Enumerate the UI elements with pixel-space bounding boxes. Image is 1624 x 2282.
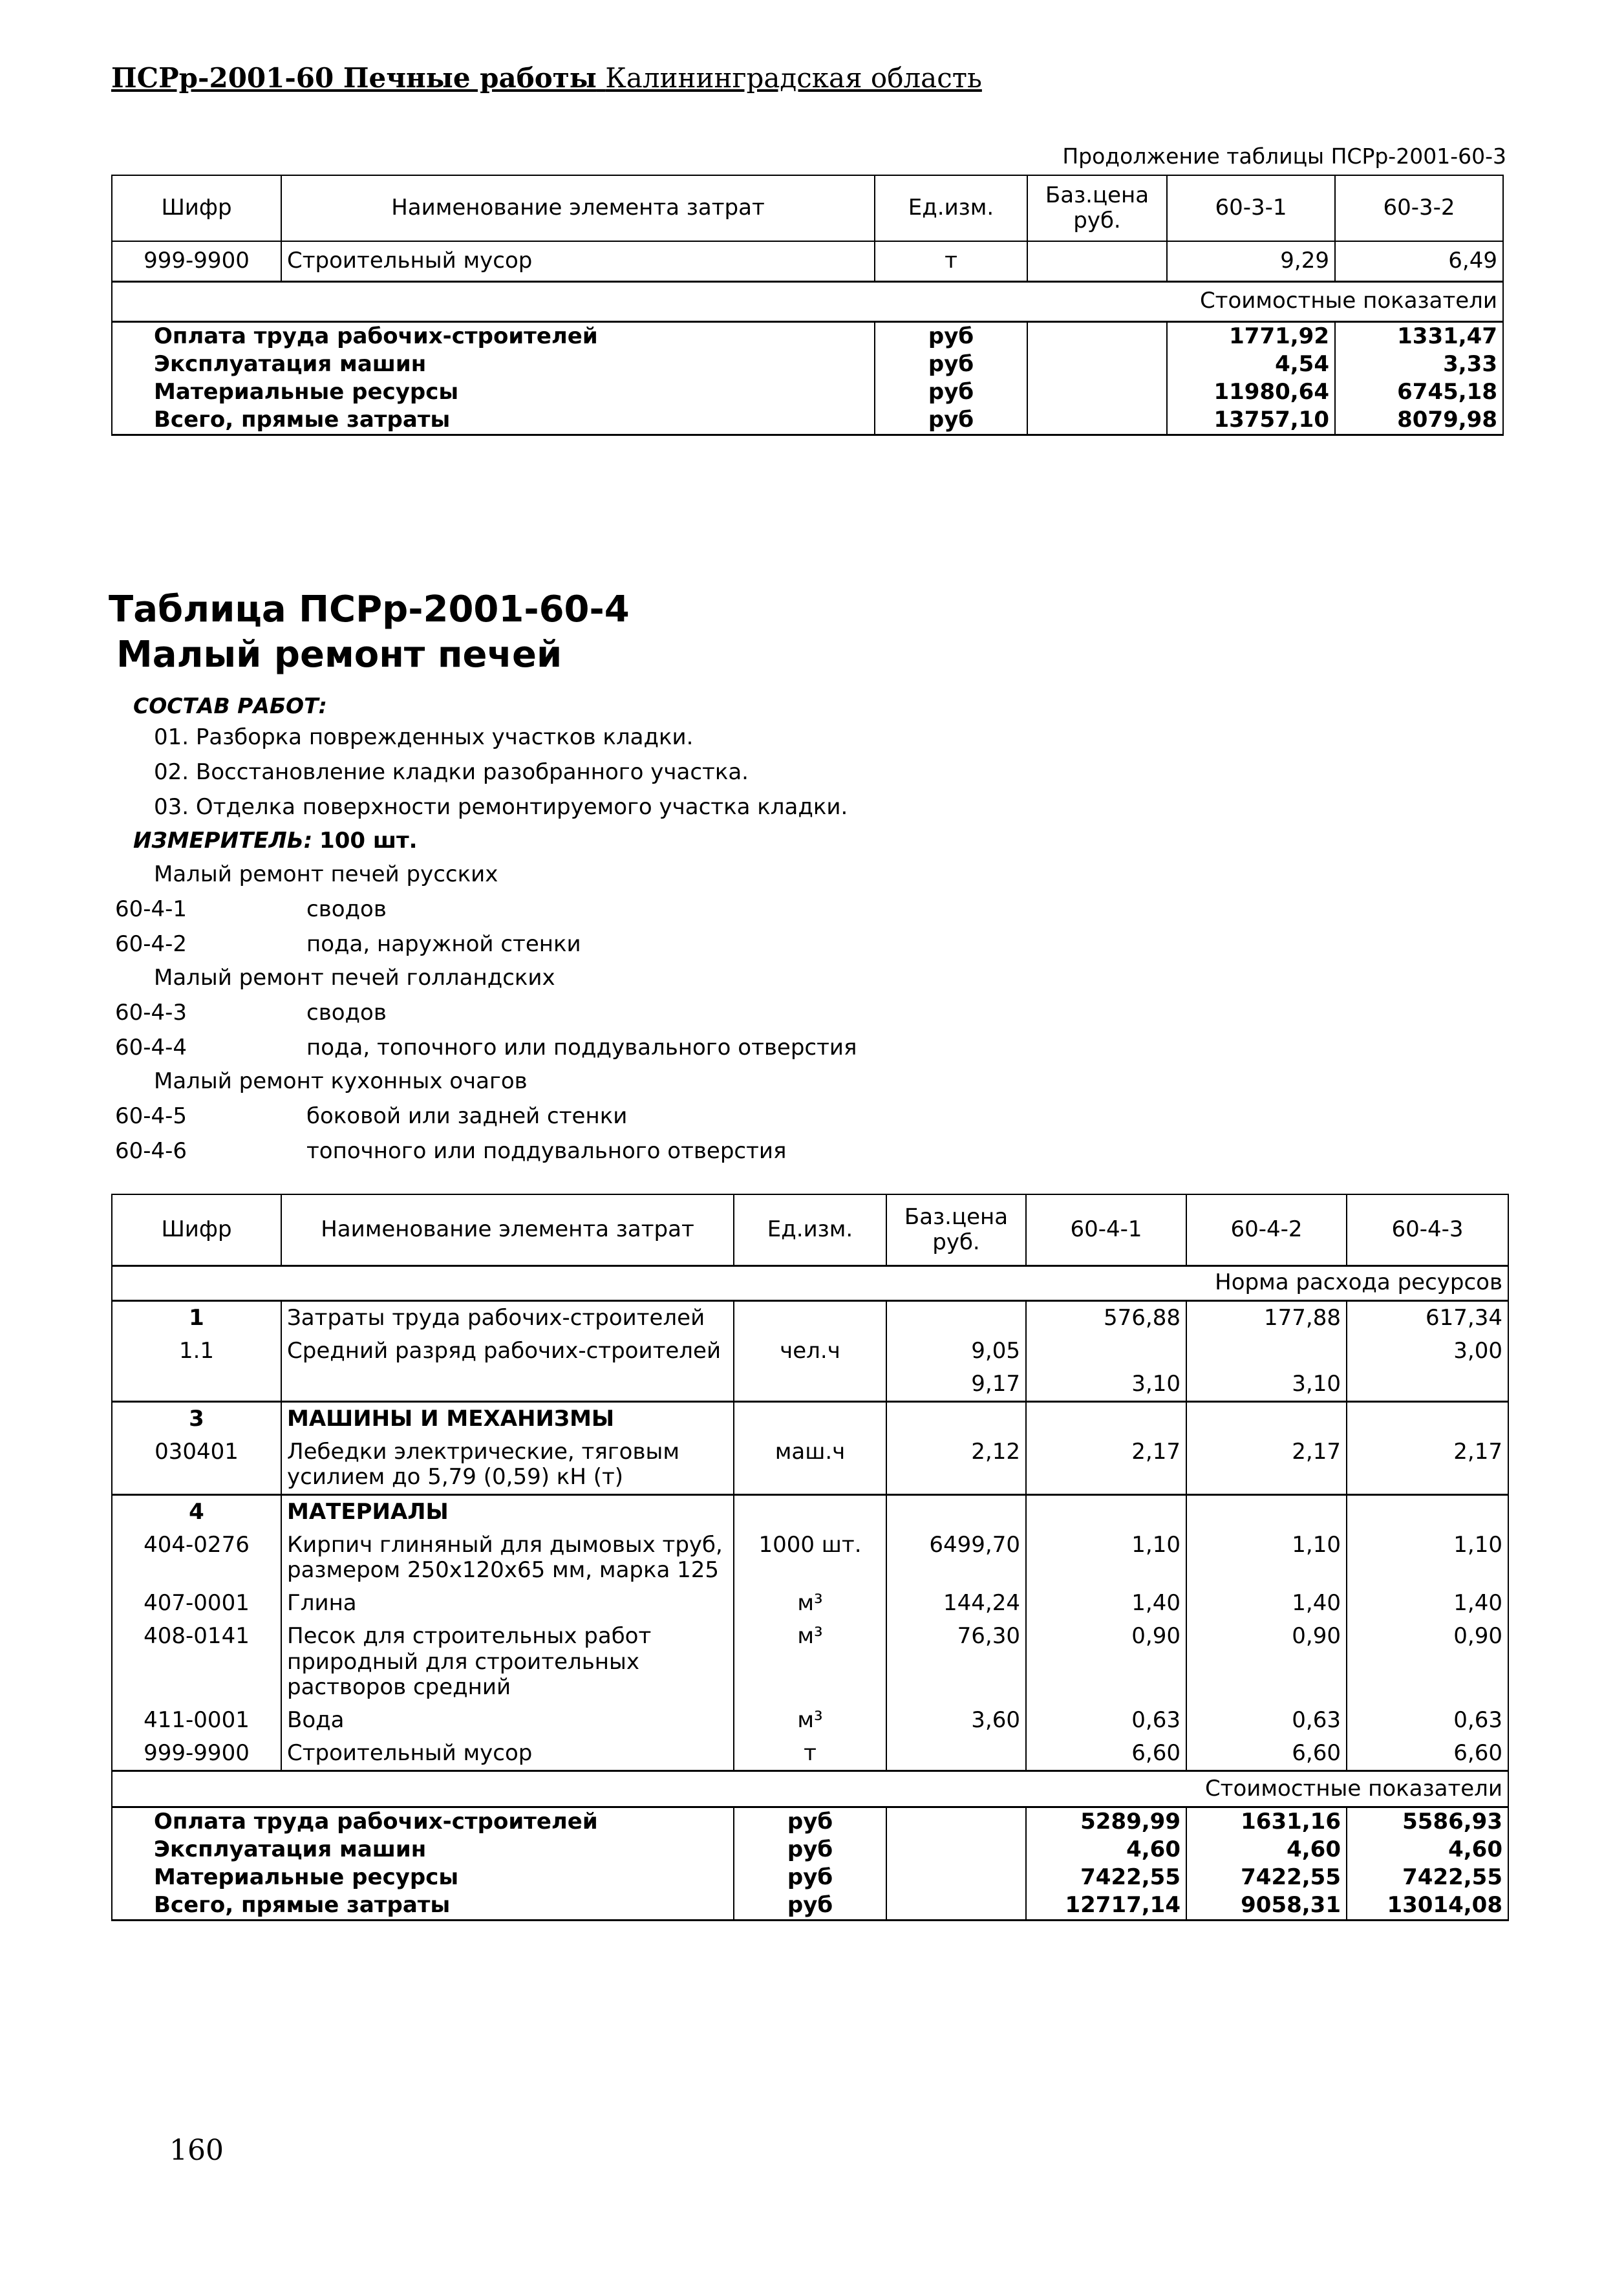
- cost-value: 1331,47: [1335, 321, 1503, 350]
- cost-label: Эксплуатация машин: [112, 1836, 734, 1864]
- cell-price: [886, 1495, 1026, 1529]
- cost-price: [886, 1864, 1026, 1891]
- cost-value: 7422,55: [1026, 1864, 1186, 1891]
- cost-price: [1027, 321, 1167, 350]
- table-row: [112, 1620, 1508, 1703]
- table-row: [112, 1587, 1508, 1620]
- cell-price: 6499,70: [886, 1529, 1026, 1587]
- cell-name: Лебедки электрические, тяговым усилием до 5,79 (0,59) кН (т): [281, 1436, 734, 1495]
- cost-value: 8079,98: [1335, 406, 1503, 435]
- cost-value: 4,60: [1186, 1836, 1347, 1864]
- cell-value: [1186, 1335, 1347, 1368]
- material-rows: [112, 1495, 1508, 1771]
- cell-code: 407-0001: [112, 1587, 281, 1620]
- cell-value: 3,10: [1186, 1368, 1347, 1402]
- cell-code: 408-0141: [112, 1620, 281, 1703]
- cost-value: 4,54: [1167, 350, 1335, 378]
- table-row: [112, 1529, 1508, 1587]
- section-label: Стоимостные показатели: [112, 281, 1503, 321]
- table-row: [112, 1704, 1508, 1737]
- cell-value: 9,29: [1167, 241, 1335, 281]
- section-row: [112, 1265, 1508, 1300]
- col-header: Ед.изм.: [875, 175, 1027, 241]
- cell-unit: м³: [734, 1704, 886, 1737]
- section-row: [112, 1771, 1508, 1807]
- table-row: [112, 1335, 1508, 1368]
- col-header: 60-4-3: [1347, 1194, 1508, 1265]
- col-header: 60-3-2: [1335, 175, 1503, 241]
- item-code: 60-4-6: [115, 1138, 187, 1164]
- cost-unit: руб: [734, 1836, 886, 1864]
- continuation-note: Продолжение таблицы ПСРр-2001-60-3: [1062, 144, 1506, 169]
- cost-value: 1771,92: [1167, 321, 1335, 350]
- work-item: 01. Разборка поврежденных участков кладки.: [154, 724, 694, 750]
- cell-price: 2,12: [886, 1436, 1026, 1495]
- cell-value: 0,63: [1026, 1704, 1186, 1737]
- cell-name: МАТЕРИАЛЫ: [281, 1495, 734, 1529]
- cost-value: 5586,93: [1347, 1807, 1508, 1836]
- cell-value: 576,88: [1026, 1300, 1186, 1335]
- cost-value: 12717,14: [1026, 1891, 1186, 1921]
- cost-rows: [112, 321, 1503, 435]
- cost-price: [1027, 378, 1167, 406]
- labor-rows: [112, 1300, 1508, 1401]
- section-label: Норма расхода ресурсов: [112, 1265, 1508, 1300]
- col-header: Ед.изм.: [734, 1194, 886, 1265]
- cost-value: 13757,10: [1167, 406, 1335, 435]
- cell-price: [1027, 241, 1167, 281]
- table-row: [112, 1737, 1508, 1771]
- cell-price: 3,60: [886, 1704, 1026, 1737]
- cell-value: 0,90: [1026, 1620, 1186, 1703]
- col-header: 60-3-1: [1167, 175, 1335, 241]
- cell-name: МАШИНЫ И МЕХАНИЗМЫ: [281, 1401, 734, 1436]
- cell-value: 6,60: [1186, 1737, 1347, 1771]
- col-header: 60-4-2: [1186, 1194, 1347, 1265]
- measure-line: [133, 828, 418, 854]
- cost-value: 3,33: [1335, 350, 1503, 378]
- cost-label: Материальные ресурсы: [112, 1864, 734, 1891]
- item-desc: сводов: [306, 896, 387, 922]
- cell-value: 6,49: [1335, 241, 1503, 281]
- table-subtitle: Малый ремонт печей: [116, 634, 562, 676]
- col-header: Баз.цена руб.: [886, 1194, 1026, 1265]
- cell-name: Кирпич глиняный для дымовых труб, размером 250x120x65 мм, марка 125: [281, 1529, 734, 1587]
- cost-row: [112, 378, 1503, 406]
- cell-value: 2,17: [1026, 1436, 1186, 1495]
- cost-price: [1027, 406, 1167, 435]
- cost-price: [886, 1891, 1026, 1921]
- cell-code: 404-0276: [112, 1529, 281, 1587]
- cell-code: 999-9900: [112, 1737, 281, 1771]
- cell-price: 9,05: [886, 1335, 1026, 1368]
- cell-value: [1186, 1401, 1347, 1436]
- cell-unit: 1000 шт.: [734, 1529, 886, 1587]
- table-60-3-continuation: [111, 175, 1504, 436]
- group-name: Малый ремонт кухонных очагов: [154, 1068, 528, 1094]
- group-name: Малый ремонт печей голландских: [154, 965, 555, 991]
- cell-name: [281, 1368, 734, 1402]
- cell-value: 617,34: [1347, 1300, 1508, 1335]
- work-item: 03. Отделка поверхности ремонтируемого участка кладки.: [154, 794, 848, 820]
- cell-value: 2,17: [1347, 1436, 1508, 1495]
- cost-value: 9058,31: [1186, 1891, 1347, 1921]
- cost-value: 5289,99: [1026, 1807, 1186, 1836]
- cost-unit: руб: [875, 406, 1027, 435]
- cell-price: 76,30: [886, 1620, 1026, 1703]
- col-header: Шифр: [112, 175, 281, 241]
- measure-value: 100 шт.: [319, 828, 418, 854]
- cell-code: 4: [112, 1495, 281, 1529]
- cell-value: 6,60: [1347, 1737, 1508, 1771]
- cell-code: 030401: [112, 1436, 281, 1495]
- cell-code: 411-0001: [112, 1704, 281, 1737]
- cell-value: 177,88: [1186, 1300, 1347, 1335]
- item-code: 60-4-4: [115, 1035, 187, 1060]
- header-code: ПСРр-2001-60 Печные работы: [111, 62, 597, 94]
- cell-unit: маш.ч: [734, 1436, 886, 1495]
- cost-price: [1027, 350, 1167, 378]
- cost-row: [112, 350, 1503, 378]
- cell-unit: [734, 1401, 886, 1436]
- cell-value: 0,63: [1347, 1704, 1508, 1737]
- cell-value: [1026, 1335, 1186, 1368]
- cell-name: Песок для строительных работ природный для строительных растворов средний: [281, 1620, 734, 1703]
- cell-value: 1,10: [1347, 1529, 1508, 1587]
- cost-row: [112, 406, 1503, 435]
- item-desc: топочного или поддувального отверстия: [306, 1138, 787, 1164]
- cell-price: 9,17: [886, 1368, 1026, 1402]
- col-header: 60-4-1: [1026, 1194, 1186, 1265]
- cost-rows: [112, 1807, 1508, 1920]
- cell-value: 1,10: [1186, 1529, 1347, 1587]
- cost-label: Эксплуатация машин: [112, 350, 875, 378]
- cell-value: 6,60: [1026, 1737, 1186, 1771]
- header-region: Калининградская область: [605, 62, 982, 94]
- table-row: [112, 1495, 1508, 1529]
- cell-value: 0,90: [1347, 1620, 1508, 1703]
- cell-value: 1,40: [1026, 1587, 1186, 1620]
- cost-unit: руб: [875, 350, 1027, 378]
- cell-name: Строительный мусор: [281, 241, 875, 281]
- cost-label: Оплата труда рабочих-строителей: [112, 321, 875, 350]
- page-number: 160: [169, 2134, 224, 2167]
- cell-unit: т: [734, 1737, 886, 1771]
- cell-value: [1026, 1495, 1186, 1529]
- cell-code: 3: [112, 1401, 281, 1436]
- group-name: Малый ремонт печей русских: [154, 861, 498, 887]
- table-row: [112, 241, 1503, 281]
- cost-price: [886, 1836, 1026, 1864]
- cell-value: 0,90: [1186, 1620, 1347, 1703]
- table-header-row: [112, 175, 1503, 241]
- item-code: 60-4-3: [115, 1000, 187, 1026]
- cost-value: 11980,64: [1167, 378, 1335, 406]
- cell-value: [1186, 1495, 1347, 1529]
- cell-value: [1026, 1401, 1186, 1436]
- cell-value: [1347, 1368, 1508, 1402]
- cost-row: [112, 321, 1503, 350]
- cost-label: Всего, прямые затраты: [112, 1891, 734, 1921]
- machine-rows: [112, 1401, 1508, 1494]
- col-header: Наименование элемента затрат: [281, 1194, 734, 1265]
- item-desc: сводов: [306, 1000, 387, 1026]
- cell-name: Средний разряд рабочих-строителей: [281, 1335, 734, 1368]
- cost-row: [112, 1807, 1508, 1836]
- cell-unit: [734, 1495, 886, 1529]
- cell-value: 2,17: [1186, 1436, 1347, 1495]
- cell-value: 3,10: [1026, 1368, 1186, 1402]
- table-row: [112, 1368, 1508, 1402]
- cell-value: [1347, 1401, 1508, 1436]
- cell-value: 3,00: [1347, 1335, 1508, 1368]
- table-row: [112, 1436, 1508, 1495]
- table-title: Таблица ПСРр-2001-60-4: [109, 588, 630, 630]
- item-code: 60-4-5: [115, 1103, 187, 1129]
- cost-row: [112, 1891, 1508, 1921]
- cell-unit: [734, 1368, 886, 1402]
- cost-value: 13014,08: [1347, 1891, 1508, 1921]
- cost-unit: руб: [734, 1807, 886, 1836]
- section-row: [112, 281, 1503, 321]
- item-code: 60-4-2: [115, 931, 187, 957]
- item-desc: боковой или задней стенки: [306, 1103, 628, 1129]
- cell-code: 999-9900: [112, 241, 281, 281]
- cost-unit: руб: [734, 1891, 886, 1921]
- cell-price: [886, 1737, 1026, 1771]
- cell-name: Вода: [281, 1704, 734, 1737]
- cell-code: 1.1: [112, 1335, 281, 1368]
- cell-code: 1: [112, 1300, 281, 1335]
- table-60-4: [111, 1194, 1509, 1921]
- cell-unit: т: [875, 241, 1027, 281]
- cell-value: 1,40: [1347, 1587, 1508, 1620]
- work-item: 02. Восстановление кладки разобранного участка.: [154, 759, 749, 785]
- cost-value: 7422,55: [1347, 1864, 1508, 1891]
- cell-value: 1,10: [1026, 1529, 1186, 1587]
- cost-unit: руб: [875, 321, 1027, 350]
- cost-label: Всего, прямые затраты: [112, 406, 875, 435]
- running-header: [111, 62, 982, 94]
- cell-code: [112, 1368, 281, 1402]
- col-header: Наименование элемента затрат: [281, 175, 875, 241]
- cost-value: 1631,16: [1186, 1807, 1347, 1836]
- cell-name: Строительный мусор: [281, 1737, 734, 1771]
- cost-value: 4,60: [1347, 1836, 1508, 1864]
- composition-label: СОСТАВ РАБОТ:: [133, 693, 327, 718]
- cell-unit: м³: [734, 1587, 886, 1620]
- cell-value: [1347, 1495, 1508, 1529]
- table-header-row: [112, 1194, 1508, 1265]
- table-row: [112, 1300, 1508, 1335]
- section-label: Стоимостные показатели: [112, 1771, 1508, 1807]
- col-header: Шифр: [112, 1194, 281, 1265]
- cost-unit: руб: [875, 378, 1027, 406]
- measure-label: ИЗМЕРИТЕЛЬ:: [133, 828, 313, 854]
- cell-price: [886, 1401, 1026, 1436]
- col-header: Баз.цена руб.: [1027, 175, 1167, 241]
- cost-unit: руб: [734, 1864, 886, 1891]
- cost-label: Материальные ресурсы: [112, 378, 875, 406]
- cell-unit: чел.ч: [734, 1335, 886, 1368]
- cell-value: 1,40: [1186, 1587, 1347, 1620]
- cost-value: 4,60: [1026, 1836, 1186, 1864]
- cost-row: [112, 1836, 1508, 1864]
- cost-price: [886, 1807, 1026, 1836]
- cell-name: Глина: [281, 1587, 734, 1620]
- item-code: 60-4-1: [115, 896, 187, 922]
- cost-value: 7422,55: [1186, 1864, 1347, 1891]
- cell-price: [886, 1300, 1026, 1335]
- item-desc: пода, наружной стенки: [306, 931, 581, 957]
- cost-label: Оплата труда рабочих-строителей: [112, 1807, 734, 1836]
- cost-row: [112, 1864, 1508, 1891]
- table-row: [112, 1401, 1508, 1436]
- cost-value: 6745,18: [1335, 378, 1503, 406]
- cell-price: 144,24: [886, 1587, 1026, 1620]
- cell-value: 0,63: [1186, 1704, 1347, 1737]
- cell-unit: м³: [734, 1620, 886, 1703]
- item-desc: пода, топочного или поддувального отверстия: [306, 1035, 857, 1060]
- cell-unit: [734, 1300, 886, 1335]
- cell-name: Затраты труда рабочих-строителей: [281, 1300, 734, 1335]
